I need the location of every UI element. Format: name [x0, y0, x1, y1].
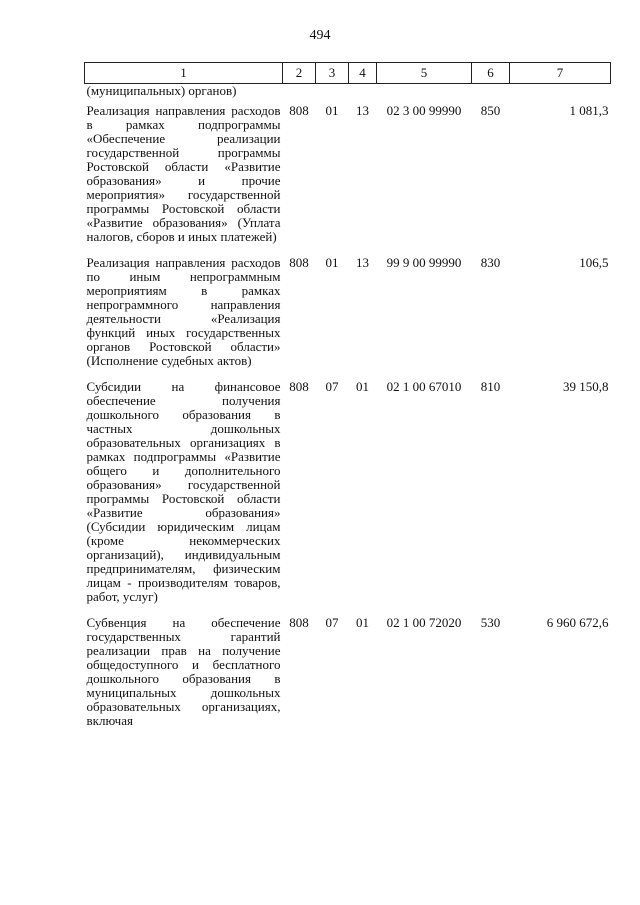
page-number: 494 — [309, 28, 331, 43]
table-row — [85, 374, 611, 610]
row-sum: 106,5 — [579, 255, 609, 270]
row-name: Реализация направления расходов в рамках подпрограммы «Обеспечение реализации государственной программы Ростовской области «Развитие образования» и прочие мероприятия» государственной программы Ростовской области «Развитие образования» (Уплата налогов, сборов и иных платежей) — [86, 103, 281, 244]
row-name: Реализация направления расходов по иным непрограммным мероприятиям в рамках непрограммного направления деятельности «Реализация функций иных государственных органов Ростовской области» (Исполнение судебных актов) — [86, 255, 281, 368]
row-vr: 530 — [480, 615, 501, 630]
table-row — [85, 250, 611, 374]
row-rz: 07 — [325, 379, 339, 394]
row-ved: 808 — [289, 103, 309, 118]
table-header-row — [85, 63, 611, 84]
row-vr: 830 — [480, 255, 501, 270]
continuation-row — [85, 84, 611, 99]
row-pr: 01 — [356, 379, 369, 394]
budget-table — [84, 62, 611, 734]
header-col-5: 5 — [377, 63, 472, 84]
row-pr: 13 — [356, 103, 369, 118]
header-col-7: 7 — [510, 63, 611, 84]
row-csr: 02 1 00 67010 — [386, 379, 462, 394]
row-vr: 850 — [480, 103, 501, 118]
row-rz: 01 — [325, 255, 339, 270]
row-rz: 01 — [325, 103, 339, 118]
table-row — [85, 610, 611, 734]
row-csr: 02 1 00 72020 — [386, 615, 462, 630]
row-ved: 808 — [289, 379, 309, 394]
row-csr: 99 9 00 99990 — [386, 255, 462, 270]
row-rz: 07 — [325, 615, 339, 630]
header-col-3: 3 — [316, 63, 349, 84]
row-pr: 01 — [356, 615, 369, 630]
row-sum: 1 081,3 — [569, 103, 609, 118]
header-col-1: 1 — [85, 63, 283, 84]
header-col-4: 4 — [349, 63, 377, 84]
row-pr: 13 — [356, 255, 369, 270]
continuation-text: (муниципальных) органов) — [86, 83, 237, 98]
row-sum: 39 150,8 — [563, 379, 609, 394]
row-name: Субвенция на обеспечение государственных гарантий реализации прав на получение общедоступного и бесплатного дошкольного образования в муниципальных дошкольных образовательных организациях, включая — [86, 615, 281, 728]
table-row — [85, 98, 611, 250]
header-col-2: 2 — [283, 63, 316, 84]
row-csr: 02 3 00 99990 — [386, 103, 462, 118]
row-vr: 810 — [480, 379, 501, 394]
row-ved: 808 — [289, 615, 309, 630]
row-name: Субсидии на финансовое обеспечение получения дошкольного образования в частных дошкольных образовательных организациях в рамках подпрограммы «Развитие общего и дополнительного образования» государственной программы Ростовской области «Развитие образования» (Субсидии юридическим лицам (кроме некоммерческих организаций), индивидуальным предпринимателям, физическим лицам - производителям товаров, работ, услуг) — [86, 379, 281, 604]
header-col-6: 6 — [472, 63, 510, 84]
row-ved: 808 — [289, 255, 309, 270]
row-sum: 6 960 672,6 — [546, 615, 609, 630]
